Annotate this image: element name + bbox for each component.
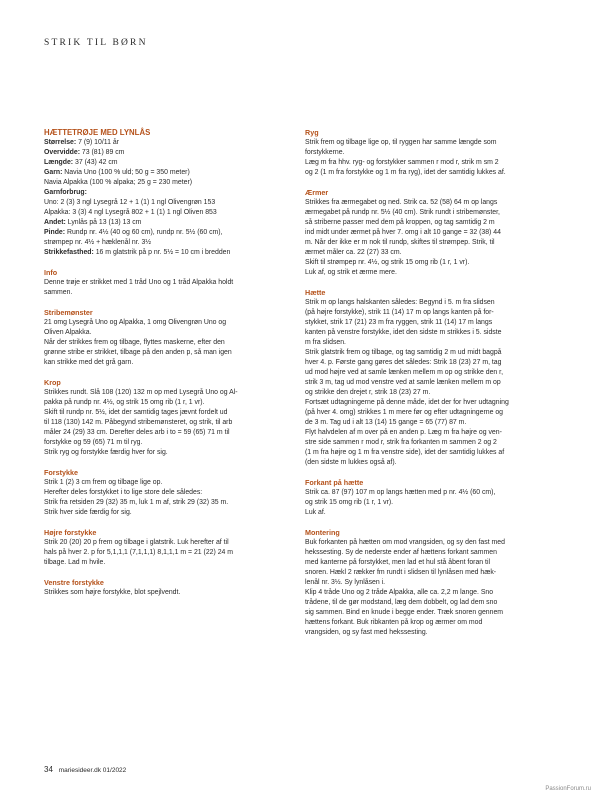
page-header: STRIK TIL BØRN <box>44 38 148 48</box>
spec-line <box>44 228 282 238</box>
section-line: de 3 m. Tag ud i alt 13 (14) 15 gange = 65 (77) 87 m. <box>305 419 467 426</box>
spec-text: 73 (81) 89 cm <box>80 149 125 156</box>
spec-text: strømpep nr. 4½ + hæklenål nr. 3½ <box>44 239 152 246</box>
page-number: 34 <box>44 765 53 774</box>
section-line: ud mod højre ved at samle lænken mellem m op og strikke den r, <box>305 369 504 376</box>
section-line: Strikkes rundt. Slå 108 (120) 132 m op med Lysegrå Uno og Al- <box>44 389 238 396</box>
section-title: Stribemønster <box>44 308 93 317</box>
spec-text: Rundp nr. 4½ (40 og 60 cm), rundp nr. 5½ (60 cm), <box>65 229 223 236</box>
section-line: grønne stribe er strikket, tilbage på den anden p, så man igen <box>44 349 232 356</box>
spec-text: 37 (43) 42 cm <box>73 159 118 166</box>
left-column <box>44 128 282 608</box>
section-line: lenål nr. 3½. Sy lynlåsen i. <box>305 579 386 586</box>
section <box>44 378 282 458</box>
section-line: og strik 15 omg rib (1 r, 1 vr). <box>305 499 394 506</box>
section <box>305 478 543 518</box>
section-line: forstykke og 59 (65) 71 m til ryg. <box>44 439 143 446</box>
section-line: sammen. <box>44 289 73 296</box>
section-line: strik 3 m, tag ud mod venstre ved at samle lænken mellem m op <box>305 379 501 386</box>
section-line: og 2 (1 m fra forstykke og 1 m fra ryg), idet der samtidig lukkes af. <box>305 169 506 176</box>
section-line: hals på hver 2. p for 5,1,1,1 (7,1,1,1) 8,1,1,1 m = 21 (22) 24 m <box>44 549 234 556</box>
section-line: m fra slidsen. <box>305 339 346 346</box>
section-line: 21 omg Lysegrå Uno og Alpakka, 1 omg Olivengrøn Uno og <box>44 319 227 326</box>
section-line: forstykkerne. <box>305 149 345 156</box>
section <box>305 288 543 468</box>
spec-text: 7 (9) 10/11 år <box>76 139 119 146</box>
section-line: til 118 (130) 142 m. Påbegynd stribemønsteret, og strik, til arb <box>44 419 233 426</box>
spec-text: 16 m glatstrik på p nr. 5½ = 10 cm i bredden <box>93 249 231 256</box>
spec-text: Navia Uno (100 % uld; 50 g = 350 meter) <box>62 169 190 176</box>
section-line: m. Når der ikke er m nok til rundp, skiftes til strømpep. Strik, til <box>305 239 495 246</box>
spec-text: Uno: 2 (3) 3 ngl Lysegrå 12 + 1 (1) 1 ngl Olivengrøn 153 <box>44 199 216 206</box>
spec-line <box>44 158 282 168</box>
pattern-title: HÆTTETRØJE MED LYNLÅS <box>44 128 151 137</box>
section-title: Forkant på hætte <box>305 478 364 487</box>
left-sections <box>44 268 282 598</box>
section-line: ærmet måler ca. 22 (27) 33 cm. <box>305 249 402 256</box>
section-line: (den sidste m lukkes også af). <box>305 459 397 466</box>
section-line: ærmegabet på rundp nr. 5½ (40 cm). Strik rundt i stribemønster, <box>305 209 500 216</box>
section-line: Oliven Alpakka. <box>44 329 92 336</box>
section <box>44 528 282 568</box>
spec-lines <box>44 138 282 258</box>
section-title: Højre forstykke <box>44 528 97 537</box>
spec-label: Overvidde: <box>44 149 80 156</box>
section-line: vrangsiden, og sy fast med hekssesting. <box>305 629 428 636</box>
spec-line <box>44 218 282 228</box>
section-line: Strik fra retsiden 29 (32) 35 m, luk 1 m af, strik 29 (32) 35 m. <box>44 499 229 506</box>
watermark: PassionForum.ru <box>545 786 591 792</box>
section-line: Herefter deles forstykket i to lige store dele således: <box>44 489 203 496</box>
spec-line <box>44 168 282 178</box>
section-line: tilbage. Lad m hvile. <box>44 559 106 566</box>
spec-line <box>44 138 282 148</box>
section-line: så striberne passer med dem på kroppen, og tag samtidig 2 m <box>305 219 495 226</box>
section-line: Strik 1 (2) 3 cm frem og tilbage lige op. <box>44 479 163 486</box>
section-line: Strikkes fra ærmegabet og ned. Strik ca. 52 (58) 64 m op langs <box>305 199 498 206</box>
section <box>305 528 543 638</box>
section-line: Skift til rundp nr. 5½, idet der samtidig tages jævnt fordelt ud <box>44 409 228 416</box>
section-line: Buk forkanten på hætten om mod vrangsiden, og sy den fast med <box>305 539 505 546</box>
section-line: Strik ca. 87 (97) 107 m op langs hætten med p nr. 4½ (60 cm), <box>305 489 496 496</box>
spec-text: Alpakka: 3 (3) 4 ngl Lysegrå 802 + 1 (1) 1 ngl Oliven 853 <box>44 209 217 216</box>
spec-label: Andet: <box>44 219 66 226</box>
section-line: Skift til strømpep nr. 4½, og strik 15 omg rib (1 r, 1 vr). <box>305 259 470 266</box>
section-line: pakka på rundp nr. 4½, og strik 15 omg rib (1 r, 1 vr). <box>44 399 205 406</box>
section-line: stre side sammen r mod r, strik fra forkanten m sammen 2 og 2 <box>305 439 497 446</box>
section-line: Strik m op langs halskanten således: Begynd i 5. m fra slidsen <box>305 299 495 306</box>
spec-line <box>44 148 282 158</box>
section-line: måler 24 (29) 33 cm. Derefter deles arb i to = 59 (65) 71 m til <box>44 429 230 436</box>
section <box>44 468 282 518</box>
section-line: Læg m fra hhv. ryg- og forstykker sammen r mod r, strik m sm 2 <box>305 159 499 166</box>
section <box>305 128 543 178</box>
spec-line <box>44 188 282 198</box>
section-title: Ærmer <box>305 188 329 197</box>
spec-label: Længde: <box>44 159 74 166</box>
section-line: med kanterne på forstykket, men lad et hul stå åbent foran til <box>305 559 491 566</box>
spec-line <box>44 248 282 258</box>
right-column <box>305 128 543 648</box>
section-line: Strik 20 (20) 20 p frem og tilbage i glatstrik. Luk herefter af til <box>44 539 229 546</box>
section <box>44 578 282 598</box>
spec-line <box>44 178 282 188</box>
section <box>44 308 282 368</box>
section-line: Strikkes som højre forstykke, blot spejlvendt. <box>44 589 181 596</box>
spec-line <box>44 208 282 218</box>
spec-label: Pinde: <box>44 229 66 236</box>
section-line: sig sammen. Bind en knude i begge ender. Træk snoren gennem <box>305 609 504 616</box>
section-line: stykket, strik 17 (21) 23 m fra ryggen, strik 11 (14) 17 m langs <box>305 319 493 326</box>
section-line: hættens forkant. Buk ribkanten på krop og ærmer om mod <box>305 619 483 626</box>
spec-label: Garn: <box>44 169 63 176</box>
section-line: (1 m fra højre og 1 m fra venstre side), idet der samtidig lukkes af <box>305 449 505 456</box>
section-line: (på højre forstykke), strik 11 (14) 17 m op langs kanten på for- <box>305 309 494 316</box>
section <box>44 268 282 298</box>
section-title: Krop <box>44 378 61 387</box>
section-line: Når der strikkes frem og tilbage, flyttes maskerne, efter den <box>44 339 225 346</box>
section-line: Strik ryg og forstykke færdig hver for sig. <box>44 449 168 456</box>
section-line: Klip 4 tråde Uno og 2 tråde Alpakka, alle ca. 2,2 m lange. Sno <box>305 589 494 596</box>
section-title: Hætte <box>305 288 326 297</box>
section-line: kanten på venstre forstykke, idet den sidste m strikkes i 5. sidste <box>305 329 502 336</box>
spec-label: Strikkefasthed: <box>44 249 94 256</box>
section-line: Luk af, og strik et ærme mere. <box>305 269 397 276</box>
section-title: Forstykke <box>44 468 78 477</box>
spec-line <box>44 198 282 208</box>
section-title: Venstre forstykke <box>44 578 104 587</box>
section <box>305 188 543 278</box>
section-line: Flyt halvdelen af m over på en anden p. Læg m fra højre og ven- <box>305 429 502 436</box>
page-footer <box>44 765 126 774</box>
section-line: Strik frem og tilbage lige op, til ryggen har samme længde som <box>305 139 497 146</box>
footer-source: mariesideer.dk 01/2022 <box>58 767 127 774</box>
section-line: Luk af. <box>305 509 326 516</box>
spec-text: Lynlås på 13 (13) 13 cm <box>65 219 142 226</box>
section-title: Info <box>44 268 58 277</box>
section-title: Ryg <box>305 128 319 137</box>
section-line: hver 4. p. Første gang gøres det således: Strik 18 (23) 27 m, tag <box>305 359 502 366</box>
spec-label: Garnforbrug: <box>44 189 87 196</box>
pattern-spec <box>44 128 282 258</box>
spec-text: Navia Alpakka (100 % alpaka; 25 g = 230 meter) <box>44 179 193 186</box>
section-line: og strikke den drejet r, strik 18 (23) 27 m. <box>305 389 431 396</box>
spec-label: Størrelse: <box>44 139 77 146</box>
section-title: Montering <box>305 528 340 537</box>
section-line: trådene, til de gør modstand, læg dem dobbelt, og lad dem sno <box>305 599 498 606</box>
section-line: ind midt under ærmet på hver 7. omg i alt 10 gange = 32 (38) 44 <box>305 229 501 236</box>
section-line: snoren. Hækl 2 rækker fm rundt i slidsen til lynlåsen med hæk- <box>305 569 497 576</box>
section-line: hekssesting. Sy de nederste ender af hættens forkant sammen <box>305 549 497 556</box>
section-line: kan strikke med det grå garn. <box>44 359 134 366</box>
section-line: Strik hver side færdig for sig. <box>44 509 132 516</box>
section-line: (på hver 4. omg) strikkes 1 m mere før og efter udtagningerne og <box>305 409 504 416</box>
section-line: Strik glatstrik frem og tilbage, og tag samtidig 2 m ud midt bagpå <box>305 349 502 356</box>
section-line: Fortsæt udtagningerne på denne måde, idet der for hver udtagning <box>305 399 509 406</box>
right-sections <box>305 128 543 638</box>
section-line: Denne trøje er strikket med 1 tråd Uno og 1 tråd Alpakka holdt <box>44 279 234 286</box>
spec-line <box>44 238 282 248</box>
